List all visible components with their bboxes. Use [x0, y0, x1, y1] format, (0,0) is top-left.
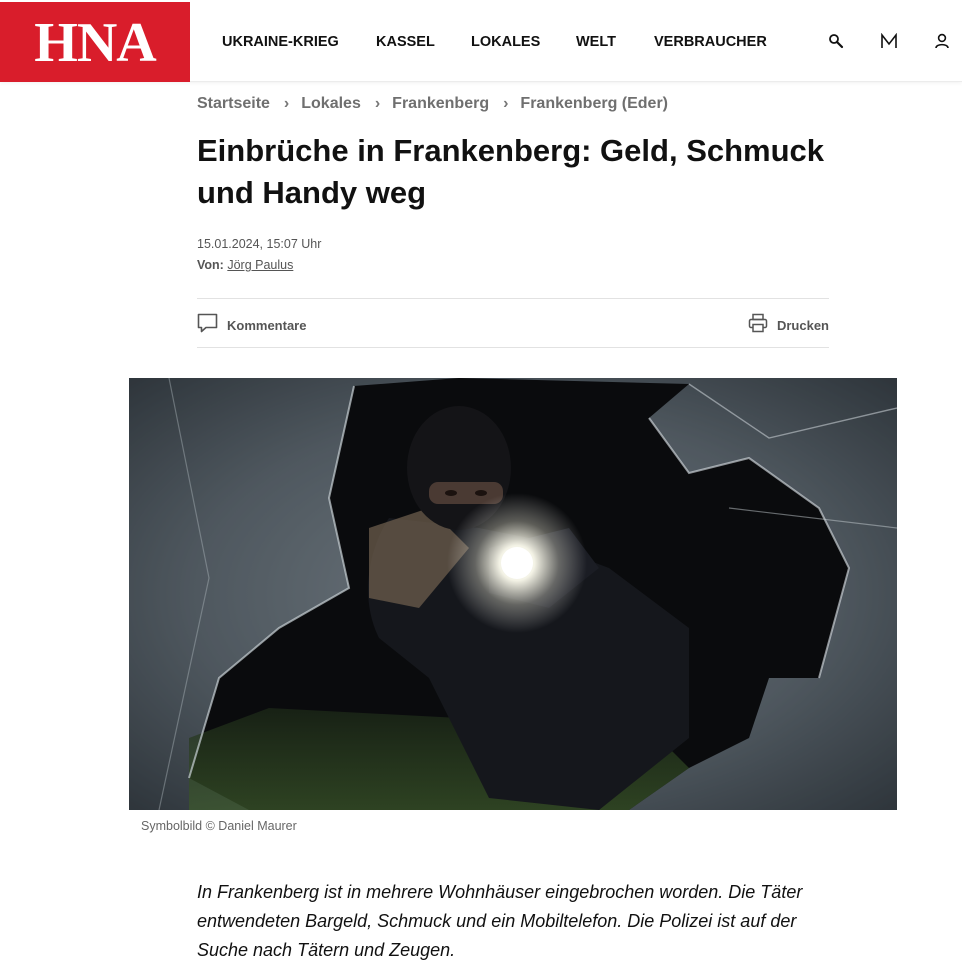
search-icon[interactable]	[825, 30, 847, 52]
nav-kassel[interactable]: KASSEL	[376, 34, 435, 50]
breadcrumb-frankenberg-eder[interactable]: Frankenberg (Eder)	[520, 95, 669, 112]
nav-ukraine-krieg[interactable]: UKRAINE-KRIEG	[222, 34, 339, 50]
article-image[interactable]	[129, 378, 897, 810]
breadcrumb-lokales[interactable]: Lokales	[301, 95, 361, 112]
burglar-photo	[129, 378, 897, 810]
breadcrumb-startseite[interactable]: Startseite	[197, 95, 270, 112]
image-caption: Symbolbild © Daniel Maurer	[141, 819, 297, 833]
nav-lokales[interactable]: LOKALES	[471, 34, 541, 50]
print-label: Drucken	[776, 318, 829, 333]
m-icon[interactable]	[878, 30, 900, 52]
author-label: Von:	[197, 258, 224, 272]
hna-logo[interactable]	[0, 2, 190, 82]
logo-text: HNA	[34, 12, 156, 74]
comments-label: Kommentare	[227, 318, 307, 333]
chevron-right-icon: ›	[374, 95, 381, 112]
print-button[interactable]	[748, 313, 829, 338]
article-date: 15.01.2024, 15:07 Uhr	[197, 237, 322, 251]
nav-verbraucher[interactable]: VERBRAUCHER	[654, 34, 767, 50]
chevron-right-icon: ›	[503, 95, 509, 112]
user-icon[interactable]	[931, 30, 953, 52]
comment-icon	[197, 313, 218, 338]
nav-welt[interactable]: WELT	[576, 34, 616, 50]
article-title: Einbrüche in Frankenberg: Geld, Schmuck und Handy weg	[197, 133, 825, 210]
article-lead: In Frankenberg ist in mehrere Wohnhäuser eingebrochen worden. Die Täter entwendeten Bargeld, Schmuck und ein Mobiltelefon. Die Polizei ist auf der Suche nach Tätern und Zeugen.	[197, 882, 803, 960]
author-link[interactable]: Jörg Paulus	[227, 258, 294, 272]
breadcrumb-frankenberg[interactable]: Frankenberg	[392, 95, 490, 112]
article-author	[197, 258, 293, 272]
breadcrumb	[197, 95, 668, 113]
article-toolbar	[197, 298, 829, 348]
printer-icon	[748, 313, 768, 338]
site-header	[0, 0, 962, 82]
chevron-right-icon: ›	[283, 95, 290, 112]
comments-button[interactable]	[197, 313, 306, 338]
